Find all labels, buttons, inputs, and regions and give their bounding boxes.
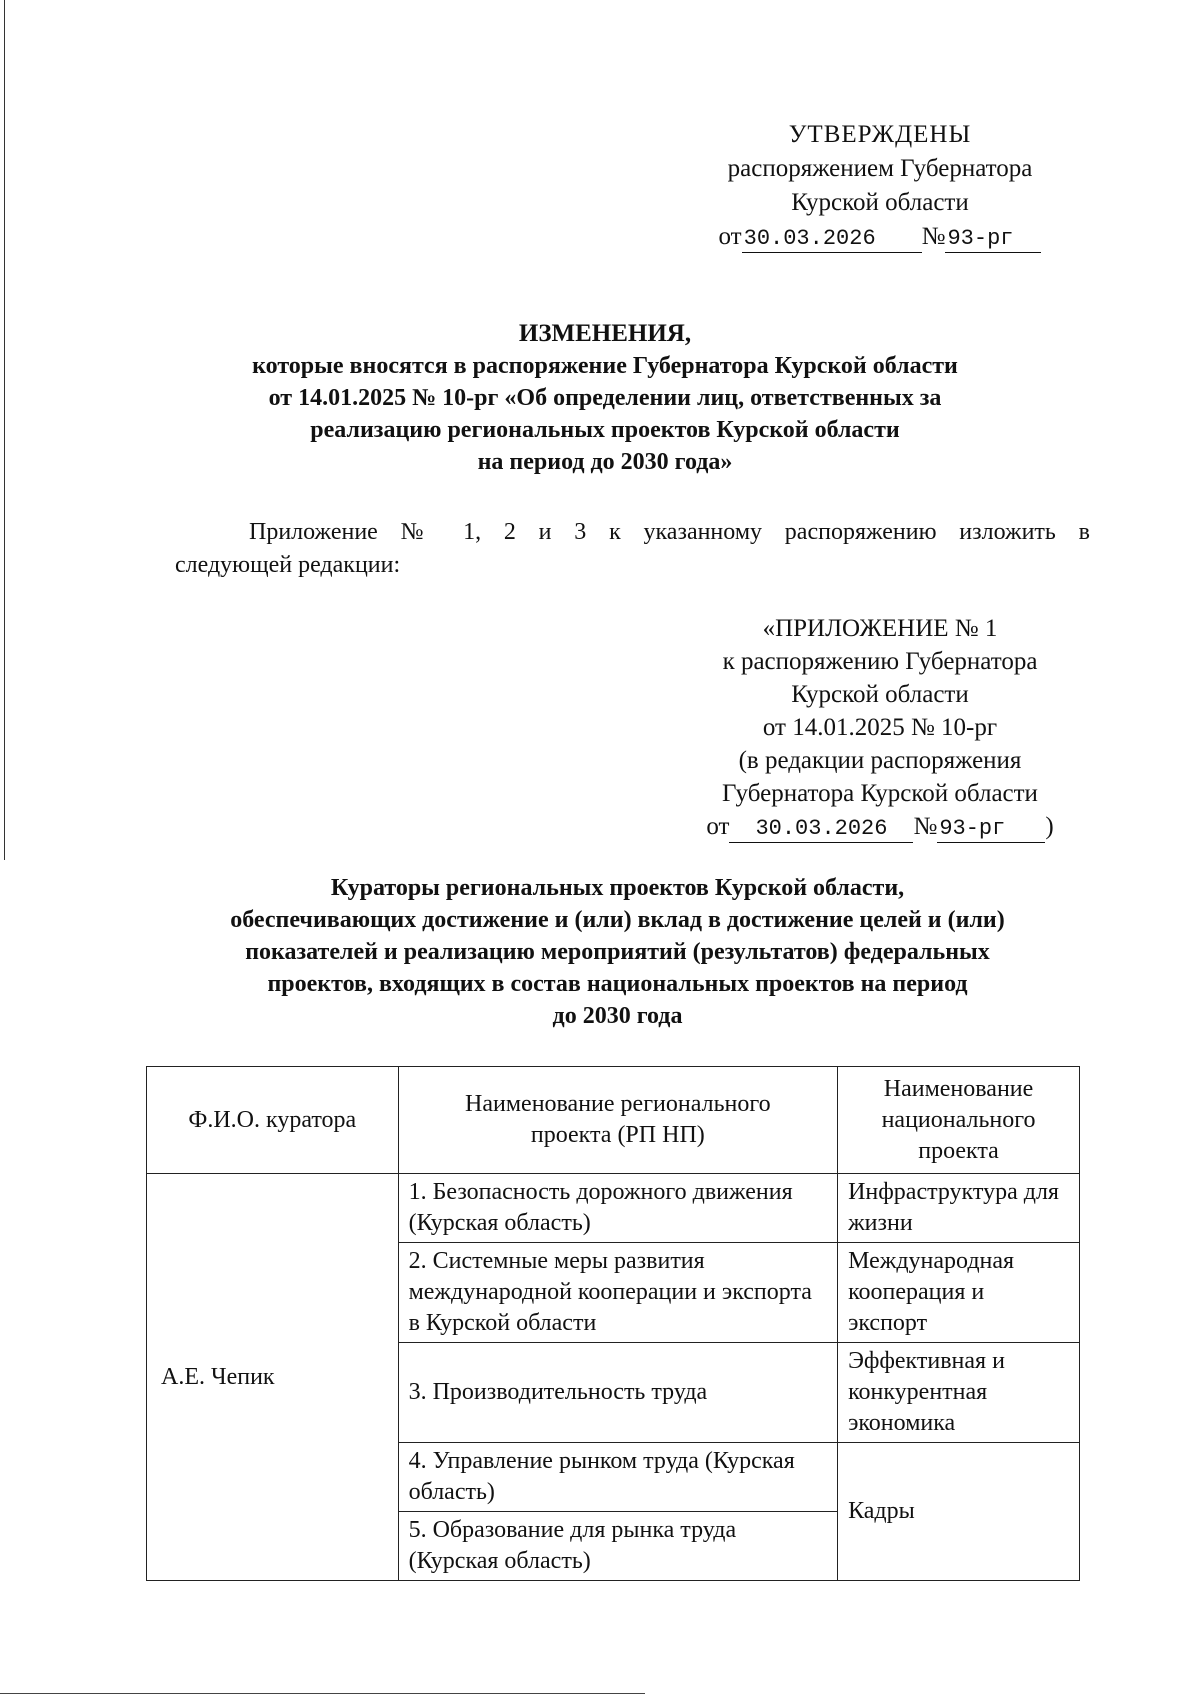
regional-project-3: 3. Производительность труда <box>398 1343 837 1443</box>
annex-date: 30.03.2026 <box>729 816 913 843</box>
table-row <box>147 1174 1080 1243</box>
national-project-1: Инфраструктура для жизни <box>838 1174 1080 1243</box>
heading-title: ИЗМЕНЕНИЯ, <box>518 320 692 347</box>
approval-number: 93-рг <box>945 226 1041 253</box>
regional-project-4: 4. Управление рынком труда (Курская область) <box>398 1443 837 1512</box>
paragraph-line-1 <box>175 516 1090 549</box>
approval-line-2: Курской области <box>791 189 969 216</box>
approval-number-prefix: № <box>921 223 946 250</box>
annex-line-6: Губернатора Курской области <box>722 780 1038 807</box>
table-title <box>150 872 1085 1032</box>
header-curator: Ф.И.О. куратора <box>147 1067 399 1174</box>
regional-project-2: 2. Системные меры развития международной кооперации и экспорта в Курской области <box>398 1243 837 1343</box>
annex-number: 93-рг <box>937 816 1045 843</box>
scan-edge-left <box>4 0 5 860</box>
approval-date: 30.03.2026 <box>742 226 922 253</box>
table-title-line-1: Кураторы региональных проектов Курской области, <box>330 875 905 901</box>
approval-title: УТВЕРЖДЕНЫ <box>788 121 972 148</box>
heading-line-1: которые вносятся в распоряжение Губернатора Курской области <box>252 353 958 379</box>
scan-edge-bottom <box>0 1693 645 1694</box>
annex-date-line <box>680 810 1080 843</box>
curators-table <box>146 1066 1080 1581</box>
annex-number-prefix: № <box>913 813 938 840</box>
table-title-line-3: показателей и реализацию мероприятий (результатов) федеральных <box>245 939 990 965</box>
paragraph-text-1: Приложение № 1, 2 и 3 к указанному распоряжению изложить в <box>249 519 1090 545</box>
heading-line-4: на период до 2030 года» <box>477 449 733 475</box>
annex-date-prefix: от <box>706 813 730 840</box>
annex-line-3: Курской области <box>791 681 969 708</box>
approval-line-1: распоряжением Губернатора <box>727 155 1033 182</box>
curator-name: А.Е. Чепик <box>147 1174 399 1581</box>
header-regional-project: Наименование регионального проекта (РП НП) <box>398 1067 837 1174</box>
approval-date-line <box>690 220 1070 254</box>
annex-line-4: от 14.01.2025 № 10-рг <box>762 714 998 741</box>
national-project-2: Международная кооперация и экспорт <box>838 1243 1080 1343</box>
body-paragraph <box>175 516 1090 582</box>
table-title-line-4: проектов, входящих в состав национальных проектов на период <box>267 971 968 997</box>
approval-block <box>690 118 1070 254</box>
regional-project-1: 1. Безопасность дорожного движения (Курская область) <box>398 1174 837 1243</box>
national-project-4: Кадры <box>838 1443 1080 1581</box>
approval-date-prefix: от <box>718 223 742 250</box>
annex-close-paren: ) <box>1045 813 1054 840</box>
heading-line-2: от 14.01.2025 № 10-рг «Об определении лиц, ответственных за <box>268 385 942 411</box>
regional-project-5: 5. Образование для рынка труда (Курская область) <box>398 1512 837 1581</box>
table-title-line-2: обеспечивающих достижение и (или) вклад в достижение целей и (или) <box>230 907 1005 933</box>
national-project-3: Эффективная и конкурентная экономика <box>838 1343 1080 1443</box>
annex-line-1: «ПРИЛОЖЕНИЕ № 1 <box>762 615 998 642</box>
annex-line-5: (в редакции распоряжения <box>738 747 1022 774</box>
annex-line-2: к распоряжению Губернатора <box>722 648 1038 675</box>
paragraph-line-2: следующей редакции: <box>175 552 401 578</box>
header-national-project: Наименование национального проекта <box>838 1067 1080 1174</box>
annex-block <box>680 612 1080 843</box>
heading-line-3: реализацию региональных проектов Курской области <box>310 417 900 443</box>
table-header-row <box>147 1067 1080 1174</box>
document-heading <box>160 318 1050 478</box>
table-title-line-5: до 2030 года <box>552 1003 683 1029</box>
